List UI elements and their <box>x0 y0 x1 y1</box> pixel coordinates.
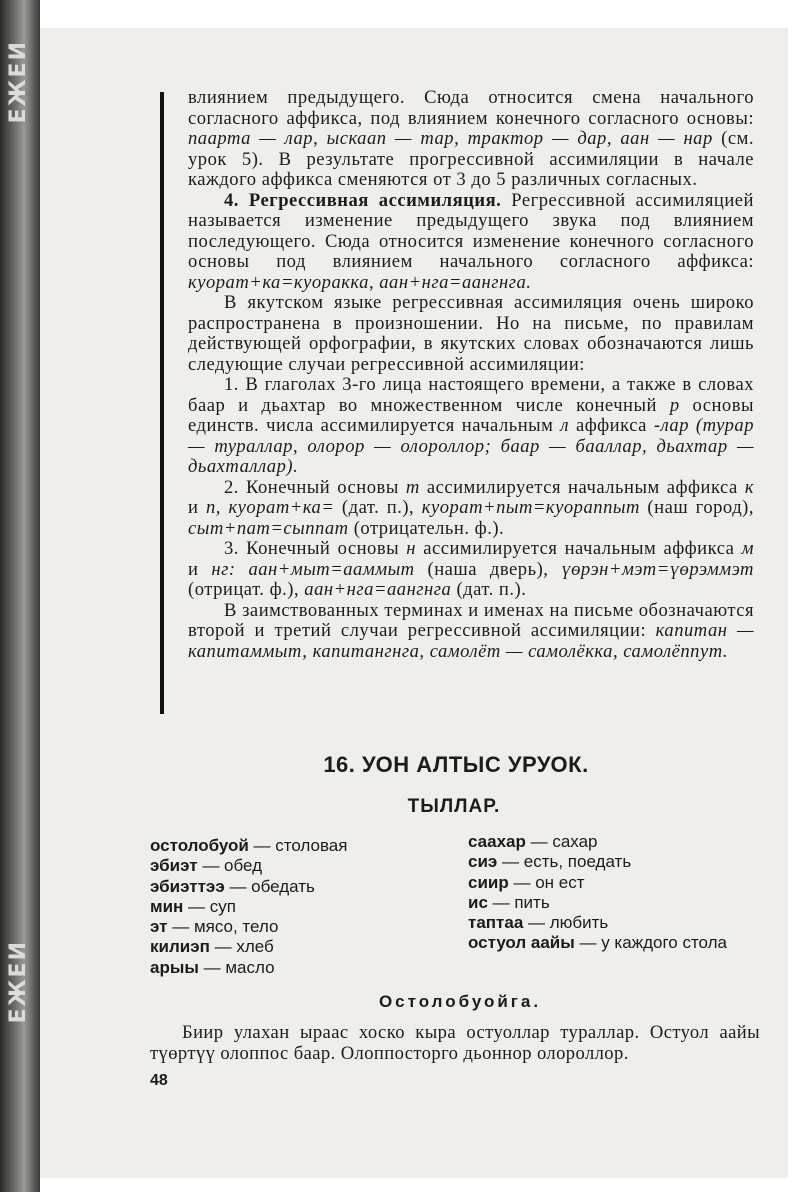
paragraph-2: В якутском языке регрессивная ассимиляция очень широко распространена в произношении. Но на письме, по правилам действующей орфографии, в якутских словах обозначаются лишь следующие случаи регрессивной ассимиляции: <box>188 292 754 375</box>
vocab-item: килиэп — хлеб <box>150 937 274 957</box>
reading-title: Остолобуойга. <box>378 992 542 1011</box>
paragraph-5: 3. Конечный основы н ассимилируется начальным аффикса м и нг: аан+мыт=ааммыт (наша дверь), үөрэн+мэт=үөрэммэт (отрицат. ф.), аан+нга=аангнга (дат. п.). <box>188 538 754 600</box>
vocab-item: мин — суп <box>150 896 236 916</box>
vocab-item: эбиэттээ — обедать <box>150 876 315 896</box>
vocabulary-left-column <box>150 836 347 978</box>
section-4-text <box>188 88 754 662</box>
margin-bar <box>160 92 164 714</box>
lesson-title: 16. УОН АЛТЫС УРУОК. <box>323 752 589 777</box>
paragraph-intro: влиянием предыдущего. Сюда относится смена начального согласного аффикса, под влиянием конечного согласного основы: паарта — лар, ыскаап — тар, трактор — дар, аан — нар (см. урок 5). В результате прогрессивной ассимиляции в начале каждого аффикса сменяются от 3 до 5 различных согласных. <box>188 87 754 190</box>
paragraph-regressive: 4. Регрессивная ассимиляция. Регрессивной ассимиляцией называется изменение предыдущего звука под влиянием последующего. Сюда относится изменение конечного согласного основы под влиянием начального согласного аффикса: куорат+ка=куоракка, аан+нга=аангнга. <box>188 189 754 293</box>
paragraph-6: В заимствованных терминах и именах на письме обозначаются второй и третий случаи регрессивной ассимиляции: капитан — капитаммыт, капитангнга, самолёт — самолёкка, самолёппут. <box>188 599 755 662</box>
vocab-item: остуол аайы — у каждого стола <box>468 933 728 953</box>
top-margin <box>40 0 800 28</box>
spine-label-lower: ЕЖЕИ <box>6 940 31 1024</box>
spine-label-upper: ЕЖЕИ <box>6 40 31 124</box>
paragraph-3: 1. В глаголах 3-го лица настоящего времени, а также в словах баар и дьахтар во множественном числе конечный р основы единств. числа ассимилируется начальным л аффикса -лар (турар — тураллар, олорор — олороллор; баар — бааллар, дьахтар — дьахталлар). <box>188 374 754 477</box>
vocab-item: эбиэт — обед <box>150 856 263 876</box>
vocab-item: арыы — масло <box>150 957 275 977</box>
vocabulary-right-column <box>468 832 727 954</box>
reading-text <box>150 1022 760 1064</box>
paragraph-4: 2. Конечный основы т ассимилируется начальным аффикса к и п, куорат+ка= (дат. п.), куорат+пыт=куораппыт (наш город), сыт+пат=сыппат (отрицательн. ф.). <box>188 476 755 539</box>
vocab-item: эт — мясо, тело <box>150 917 279 937</box>
vocab-item: ис — пить <box>468 892 550 912</box>
vocabulary-title: ТЫЛЛАР. <box>407 796 501 817</box>
vocab-item: сиэ — есть, поедать <box>468 852 632 872</box>
reading-paragraph: Биир улахан ыраас хоско кыра остуоллар тураллар. Остуол аайы түөртүү олоппос баар. Олоппосторго дьоннор олороллор. <box>150 1022 760 1064</box>
vocab-item: остолобуой — столовая <box>150 836 348 855</box>
page-number: 48 <box>150 1072 168 1089</box>
vocab-item: таптаа — любить <box>468 913 609 933</box>
vocab-item: сиир — он ест <box>468 872 585 892</box>
book-spine <box>0 0 40 1192</box>
vocab-item: саахар — сахар <box>468 832 598 851</box>
